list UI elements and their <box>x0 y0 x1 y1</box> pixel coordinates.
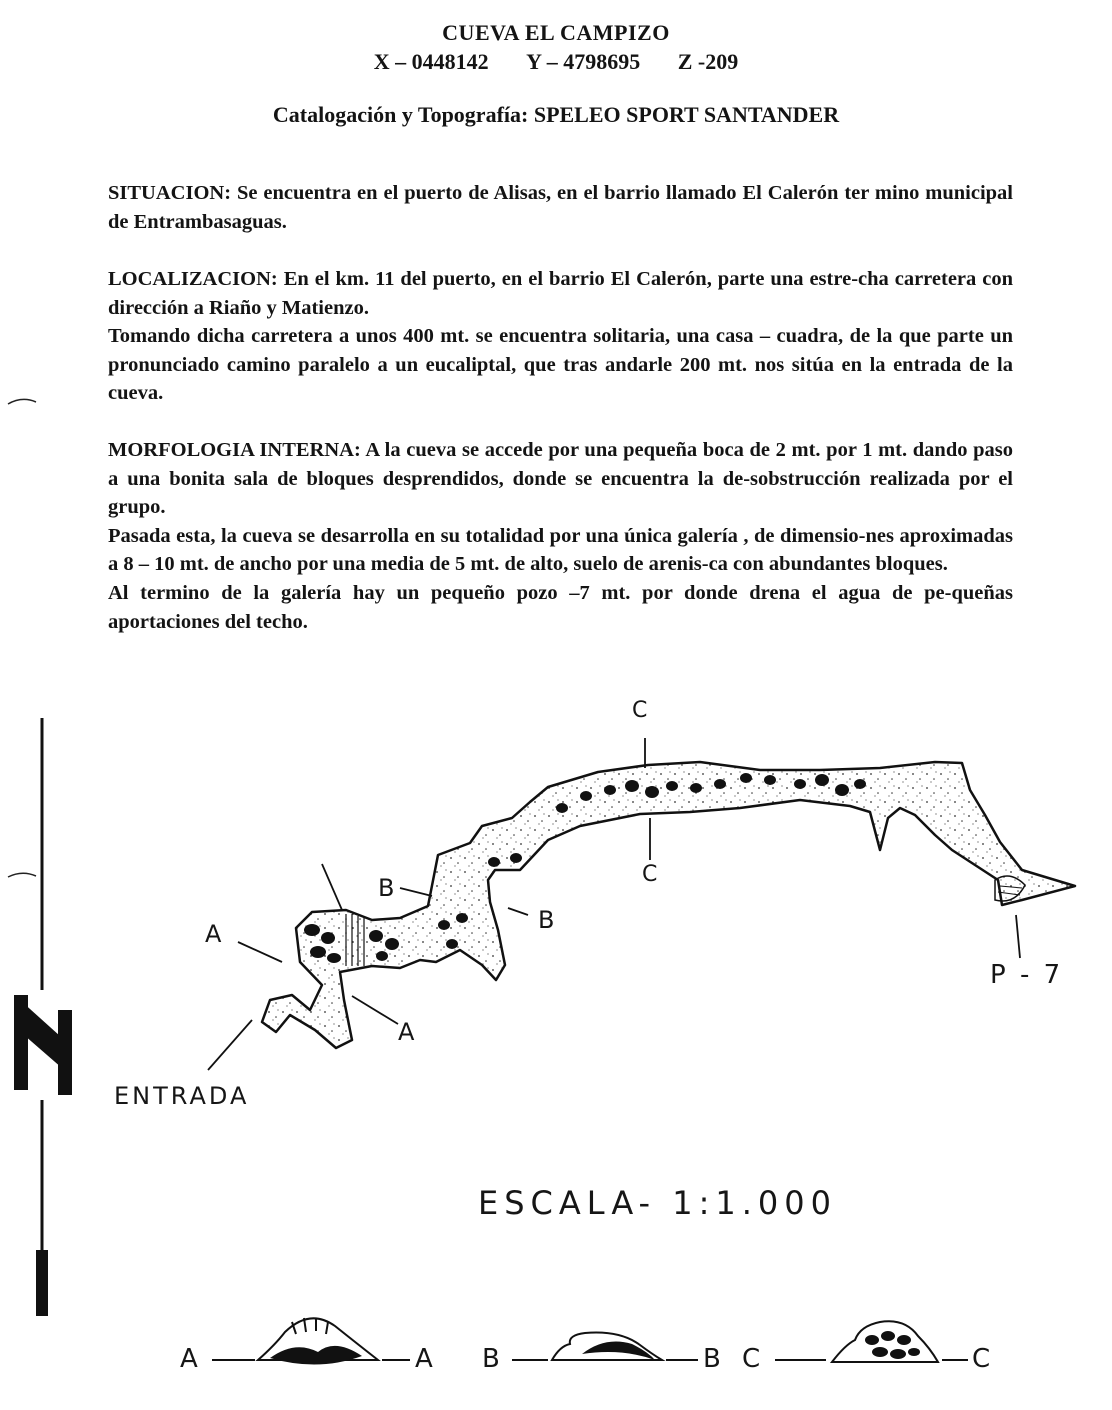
section-label-c-bottom: C <box>642 862 661 887</box>
profile-c-left-label: C <box>742 1344 764 1374</box>
morfologia-text-3: Al termino de la galería hay un pequeño pozo –7 mt. por donde drena el agua de pe-queñas aportaciones del techo. <box>108 581 1013 633</box>
paper-mark-top <box>8 399 36 404</box>
localizacion-text-1: En el km. 11 del puerto, en el barrio El Calerón, parte una estre-cha carretera con dirección a Riaño y Matienzo. <box>108 268 1014 319</box>
catalog-credit: Catalogación y Topografía: SPELEO SPORT SANTANDER <box>272 102 840 127</box>
pit-label: P - 7 <box>990 960 1064 990</box>
coord-z: Z -209 <box>677 49 739 74</box>
localizacion-text-2: Tomando dicha carretera a unos 400 mt. se encuentra solitaria, una casa – cuadra, de la que parte un pronunciado camino paralelo a un eucaliptal, que tras andarle 200 mt. nos sitúa en la entrada de la cueva. <box>108 325 1013 405</box>
cave-title: CUEVA EL CAMPIZO <box>442 20 670 45</box>
situacion-label: SITUACION: <box>108 182 232 204</box>
localizacion-label: LOCALIZACION: <box>108 268 278 290</box>
section-label-a-left: A <box>205 920 225 948</box>
cross-section-a <box>212 1318 410 1365</box>
cave-plan <box>262 762 1075 1048</box>
section-label-a-right: A <box>398 1018 418 1046</box>
cross-section-c <box>775 1321 968 1362</box>
entrance-label: ENTRADA <box>114 1082 250 1110</box>
profile-a-right-label: A <box>415 1344 436 1374</box>
morfologia-text-2: Pasada esta, la cueva se desarrolla en su totalidad por una única galería , de dimensio-nes aproximadas a 8 – 10 mt. de ancho por una media de 5 mt. de alto, suelo de arenis-ca con abundantes bloques. <box>108 524 1013 576</box>
profile-b-right-label: B <box>703 1344 724 1374</box>
section-label-c-top: C <box>632 698 651 723</box>
section-label-b-right: B <box>538 906 558 934</box>
coord-x: X – 0448142 <box>373 49 489 74</box>
cross-section-b <box>512 1333 698 1361</box>
morfologia-label: MORFOLOGIA INTERNA: <box>108 439 361 461</box>
north-arrow <box>14 718 72 1316</box>
profile-a-left-label: A <box>180 1344 201 1374</box>
scale-label: ESCALA- 1:1.000 <box>478 1184 837 1222</box>
morfologia-text-1: A la cueva se accede por una pequeña boca de 2 mt. por 1 mt. dando paso a una bonita sala de bloques desprendidos, donde se encuentra la de-sobstrucción realizada por el grupo. <box>108 439 1014 519</box>
profile-b-left-label: B <box>482 1344 503 1374</box>
paper-mark-bottom <box>8 873 36 877</box>
section-label-b-left: B <box>378 874 398 902</box>
coord-y: Y – 4798695 <box>526 49 641 74</box>
situacion-text: Se encuentra en el puerto de Alisas, en el barrio llamado El Calerón ter mino municipal de Entrambasaguas. <box>108 182 1014 233</box>
profile-c-right-label: C <box>972 1344 994 1374</box>
